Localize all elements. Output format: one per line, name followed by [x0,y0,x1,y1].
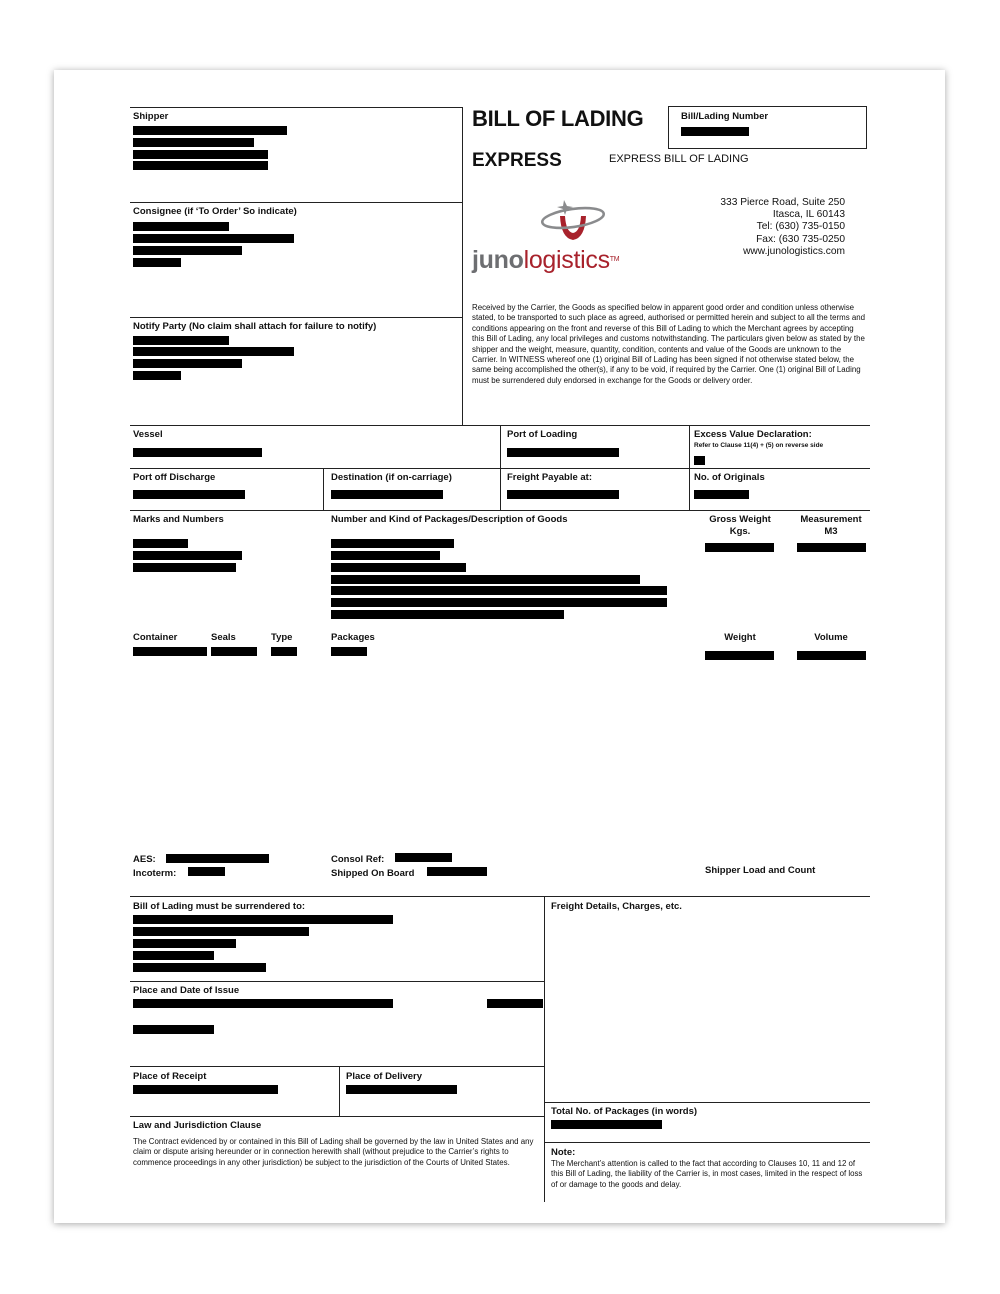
surrender-redacted-5 [133,963,266,972]
logo-tm-text: TM [609,256,620,263]
notify-redacted-4 [133,371,181,380]
consol-ref-redacted [395,853,452,862]
type-redacted [271,647,297,656]
line-bottom-divider [544,896,545,1202]
logo-juno-text: juno [472,246,524,274]
packages-label: Packages [331,632,375,643]
address-fax: Fax: (630 735-0250 [756,233,845,245]
consignee-label: Consignee (if ‘To Order’ So indicate) [133,206,297,217]
shipper-load-label: Shipper Load and Count [705,865,816,876]
gross-weight-label-line2: Kgs. [729,526,751,537]
freight-payable-redacted [507,490,619,499]
shipper-redacted-4 [133,161,268,170]
place-delivery-label: Place of Delivery [346,1071,423,1082]
place-delivery-redacted [346,1085,457,1094]
document-title: BILL OF LADING [472,106,644,131]
note-text: The Merchant’s attention is called to the fact that according to Clauses 10, 11 and 12 of this Bill of Lading, the liability of the Carrier is, in most cases, limited in the respect of loss of or damage to the goods and delay. [551,1159,863,1189]
surrender-label: Bill of Lading must be surrendered to: [133,901,306,912]
measurement-label [795,514,867,538]
container-label: Container [133,632,178,643]
consignee-redacted-1 [133,222,229,231]
notify-redacted-2 [133,347,294,356]
line-place-date-top [130,981,544,982]
line-marks-top [130,510,870,511]
line-total-packages-top [544,1102,870,1103]
excess-value-note: Refer to Clause 11(4) + (5) on reverse side [694,442,824,449]
address-street: 333 Pierce Road, Suite 250 [720,197,845,208]
measurement-label-line2: M3 [824,526,838,537]
bl-number-label: Bill/Lading Number [681,111,769,122]
law-label: Law and Jurisdiction Clause [133,1120,262,1131]
juno-globe-logo-icon [540,194,606,246]
logo-logistics-text: logistics [523,246,610,274]
description-redacted-4 [331,575,640,584]
consol-ref-label: Consol Ref: [331,854,385,865]
surrender-redacted-1 [133,915,393,924]
line-receipt-right [339,1066,340,1116]
line-bottom-top [130,896,870,897]
shipped-on-board-label: Shipped On Board [331,868,415,879]
weight-label: Weight [724,632,756,643]
total-packages-redacted [551,1120,662,1129]
port-loading-redacted [507,448,619,457]
surrender-redacted-2 [133,927,309,936]
incoterm-redacted [188,867,225,876]
place-date-redacted-1 [133,999,393,1008]
port-discharge-redacted [133,490,245,499]
type-label: Type [271,632,293,643]
place-receipt-label: Place of Receipt [133,1071,207,1082]
notify-redacted-3 [133,359,242,368]
excess-value-redacted [694,456,705,465]
packages-redacted [331,647,367,656]
address-tel: Tel: (630) 735-0150 [756,221,845,233]
address-website: www.junologistics.com [743,245,845,257]
place-date-redacted-3 [133,1025,214,1034]
marks-redacted-2 [133,551,242,560]
place-receipt-redacted [133,1085,278,1094]
description-redacted-3 [331,563,466,572]
line-consignee-top [130,202,462,203]
excess-value-label: Excess Value Declaration: [694,429,812,440]
description-redacted-6 [331,598,667,607]
place-date-redacted-2 [487,999,543,1008]
line-loading-right [689,425,690,510]
company-address [644,197,845,258]
container-redacted [133,647,207,656]
shipper-label: Shipper [133,111,169,122]
incoterm-label: Incoterm: [133,868,177,879]
bl-number-redacted [681,127,749,136]
destination-label: Destination (if on-carriage) [331,472,452,483]
seals-label: Seals [211,632,236,643]
line-vessel-right [500,425,501,510]
line-discharge-right [323,468,324,510]
vessel-label: Vessel [133,429,163,440]
description-redacted-5 [331,586,667,595]
weight-redacted [705,651,774,660]
line-law-top [130,1116,544,1117]
freight-details-label: Freight Details, Charges, etc. [551,901,682,912]
terms-paragraph: Received by the Carrier, the Goods as specified below in apparent good order and condition unless otherwise stated, to be transported to such place as agreed, authorised or permitted herein and subject to all the terms and conditions appearing on the front and reverse of this Bill of Lading to which the Merchant agrees by accepting this Bill of Lading, any local privileges and customs notwithstanding. The particulars given below as stated by the shipper and the weight, measure, quantity, condition, contents and value of the Goods are unknown to the Carrier. In WITNESS whereof one (1) original Bill of Lading has been signed if not otherwise stated below, the same being accomplished the other(s), if any to be void, if required by the Carrier. One (1) original Bill of Lading must be surrendered duly endorsed in exchange for the Goods or delivery order. [472,303,866,385]
gross-weight-redacted [705,543,774,552]
line-receipt-top [130,1066,544,1067]
seals-redacted [211,647,257,656]
description-redacted-7 [331,610,564,619]
measurement-redacted [797,543,866,552]
address-city: Itasca, IL 60143 [772,209,845,221]
shipper-redacted-2 [133,138,254,147]
port-loading-label: Port of Loading [507,429,578,440]
vessel-redacted [133,448,262,457]
document-subtitle: EXPRESS [472,150,562,171]
destination-redacted [331,490,443,499]
shipper-redacted-3 [133,150,268,159]
juno-logistics-wordmark [472,246,619,274]
gross-weight-label [704,514,776,538]
freight-payable-label: Freight Payable at: [507,472,592,483]
bill-of-lading-page [54,70,945,1223]
line-note-top [544,1142,870,1143]
volume-redacted [797,651,866,660]
shipped-on-board-redacted [427,867,487,876]
originals-label: No. of Originals [694,472,765,483]
marks-label: Marks and Numbers [133,514,224,525]
measurement-label-line1: Measurement [800,514,862,525]
law-text: The Contract evidenced by or contained in this Bill of Lading shall be governed by the law in United States and any claim or dispute arising hereunder or in connection herewith shall (without prejudice to the Carrier’s rights to commence proceedings in any other jurisdiction) be subject to the jurisdiction of the Courts of United States. [133,1137,534,1167]
originals-redacted [694,490,749,499]
line-left-header-divider [462,107,463,425]
port-discharge-label: Port off Discharge [133,472,216,483]
shipper-redacted-1 [133,126,287,135]
marks-redacted-3 [133,563,236,572]
description-redacted-1 [331,539,454,548]
line-top-left [130,107,462,108]
surrender-redacted-3 [133,939,236,948]
note-label: Note: [551,1147,576,1158]
marks-redacted-1 [133,539,188,548]
aes-redacted [166,854,269,863]
aes-label: AES: [133,854,156,865]
document-subtitle-right: EXPRESS BILL OF LADING [609,153,749,165]
notify-redacted-1 [133,336,229,345]
line-notify-top [130,317,462,318]
consignee-redacted-3 [133,246,242,255]
consignee-redacted-4 [133,258,181,267]
total-packages-label: Total No. of Packages (in words) [551,1106,698,1117]
consignee-redacted-2 [133,234,294,243]
gross-weight-label-line1: Gross Weight [709,514,771,525]
description-redacted-2 [331,551,440,560]
place-date-label: Place and Date of Issue [133,985,240,996]
surrender-redacted-4 [133,951,214,960]
volume-label: Volume [814,632,848,643]
notify-party-label: Notify Party (No claim shall attach for failure to notify) [133,321,377,332]
description-label: Number and Kind of Packages/Description of Goods [331,514,568,525]
